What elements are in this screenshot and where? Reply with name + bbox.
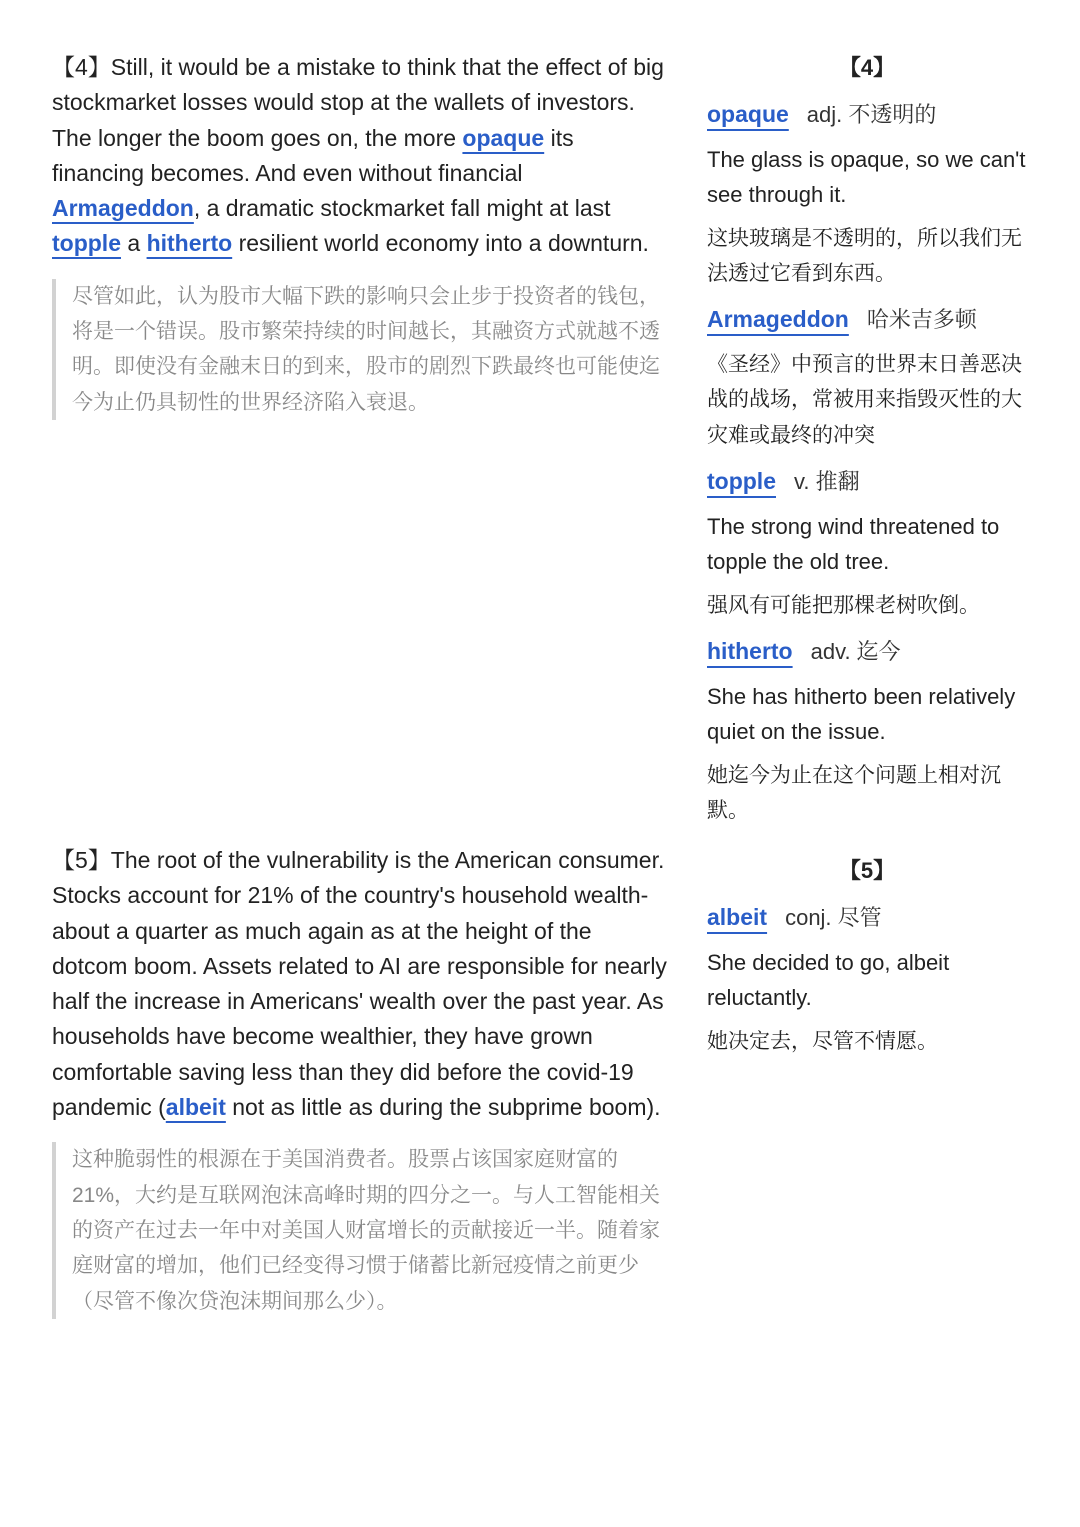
section-4 bbox=[52, 50, 672, 420]
vocab-entry-topple bbox=[707, 461, 1027, 501]
vocab-word[interactable]: hitherto bbox=[707, 637, 793, 664]
vocab-example-translation: 她决定去，尽管不情愿。 bbox=[707, 1029, 938, 1053]
vocab-panel-4 bbox=[707, 50, 1027, 828]
text-run: Still, it would be a mistake to think that the effect of big stockmarket losses would stop at the wallets of investors. The longer the boom goes on, the more bbox=[52, 54, 664, 151]
text-run: a bbox=[121, 230, 147, 257]
vocab-example-translation: 这块玻璃是不透明的，所以我们无法透过它看到东西。 bbox=[707, 226, 1022, 285]
vocab-panel-5 bbox=[707, 853, 1027, 1059]
section-marker: 【5】 bbox=[52, 847, 111, 873]
vocab-example-translation: 强风有可能把那棵老树吹倒。 bbox=[707, 593, 980, 617]
vocab-heading: 【5】 bbox=[838, 858, 896, 883]
vocab-entry-armageddon bbox=[707, 299, 1027, 339]
section-5 bbox=[52, 843, 672, 1319]
vocab-word[interactable]: albeit bbox=[707, 904, 768, 930]
vocab-example-translation: 《圣经》中预言的世界末日善恶决战的战场，常被用来指毁灭性的大灾难或最终的冲突 bbox=[707, 353, 1022, 447]
vocab-example-translation: 她迄今为止在这个问题上相对沉默。 bbox=[707, 763, 1001, 822]
section-4-english bbox=[52, 50, 672, 262]
keyword-armageddon[interactable]: Armageddon bbox=[52, 195, 194, 222]
vocab-definition: conj. 尽管 bbox=[785, 905, 882, 930]
section-5-translation: 这种脆弱性的根源在于美国消费者。股票占该国家庭财富的21%，大约是互联网泡沫高峰时期的四分之一。与人工智能相关的资产在过去一年中对美国人财富增长的贡献接近一半。随着家庭财富的增加，他们已经变得习惯于储蓄比新冠疫情之前更少（尽管不像次贷泡沫期间那么少）。 bbox=[52, 1142, 672, 1318]
keyword-topple[interactable]: topple bbox=[52, 230, 121, 257]
text-run: not as little as during the subprime boom). bbox=[225, 1094, 661, 1121]
keyword-hitherto[interactable]: hitherto bbox=[146, 230, 233, 257]
section-4-translation: 尽管如此，认为股市大幅下跌的影响只会止步于投资者的钱包，将是一个错误。股市繁荣持续的时间越长，其融资方式就越不透明。即使没有金融末日的到来，股市的剧烈下跌最终也可能使迄今为止仍具韧性的世界经济陷入衰退。 bbox=[52, 279, 672, 420]
vocab-example: The glass is opaque, so we can't see through it. bbox=[707, 147, 1026, 208]
text-run: resilient world economy into a downturn. bbox=[232, 230, 649, 257]
vocab-entry-opaque bbox=[707, 94, 1027, 134]
section-marker: 【4】 bbox=[52, 54, 111, 80]
vocab-definition: adv. 迄今 bbox=[810, 638, 901, 664]
vocab-entry-hitherto bbox=[707, 631, 1027, 671]
vocab-word[interactable]: Armageddon bbox=[707, 306, 849, 333]
text-run: its financing becomes. And even without financial bbox=[52, 124, 574, 186]
vocab-word[interactable]: opaque bbox=[707, 101, 789, 127]
vocab-definition: v. 推翻 bbox=[794, 469, 860, 495]
text-run: , a dramatic stockmarket fall might at last bbox=[193, 195, 611, 222]
vocab-example: The strong wind threatened to topple the old tree. bbox=[707, 514, 1000, 575]
vocab-entry-albeit bbox=[707, 897, 1027, 937]
vocab-heading: 【4】 bbox=[838, 55, 896, 80]
keyword-opaque[interactable]: opaque bbox=[462, 124, 545, 151]
vocab-example: She has hitherto been relatively quiet on the issue. bbox=[707, 683, 1016, 745]
vocab-definition: 哈米吉多顿 bbox=[866, 307, 977, 333]
text-run: The root of the vulnerability is the American consumer. Stocks account for 21% of the country's household wealth-about a quarter as much again as at the height of the dotcom boom. Assets related to AI are responsible for nearly half the increase in Americans' wealth over the past year. As households have become wealthier, they have grown comfortable saving less than they did before the covid-19 pandemic ( bbox=[52, 847, 667, 1121]
vocab-word[interactable]: topple bbox=[707, 468, 776, 495]
vocab-example: She decided to go, albeit reluctantly. bbox=[707, 950, 950, 1011]
section-5-english bbox=[52, 843, 672, 1125]
vocab-definition: adj. 不透明的 bbox=[806, 102, 937, 127]
keyword-albeit[interactable]: albeit bbox=[165, 1094, 226, 1121]
